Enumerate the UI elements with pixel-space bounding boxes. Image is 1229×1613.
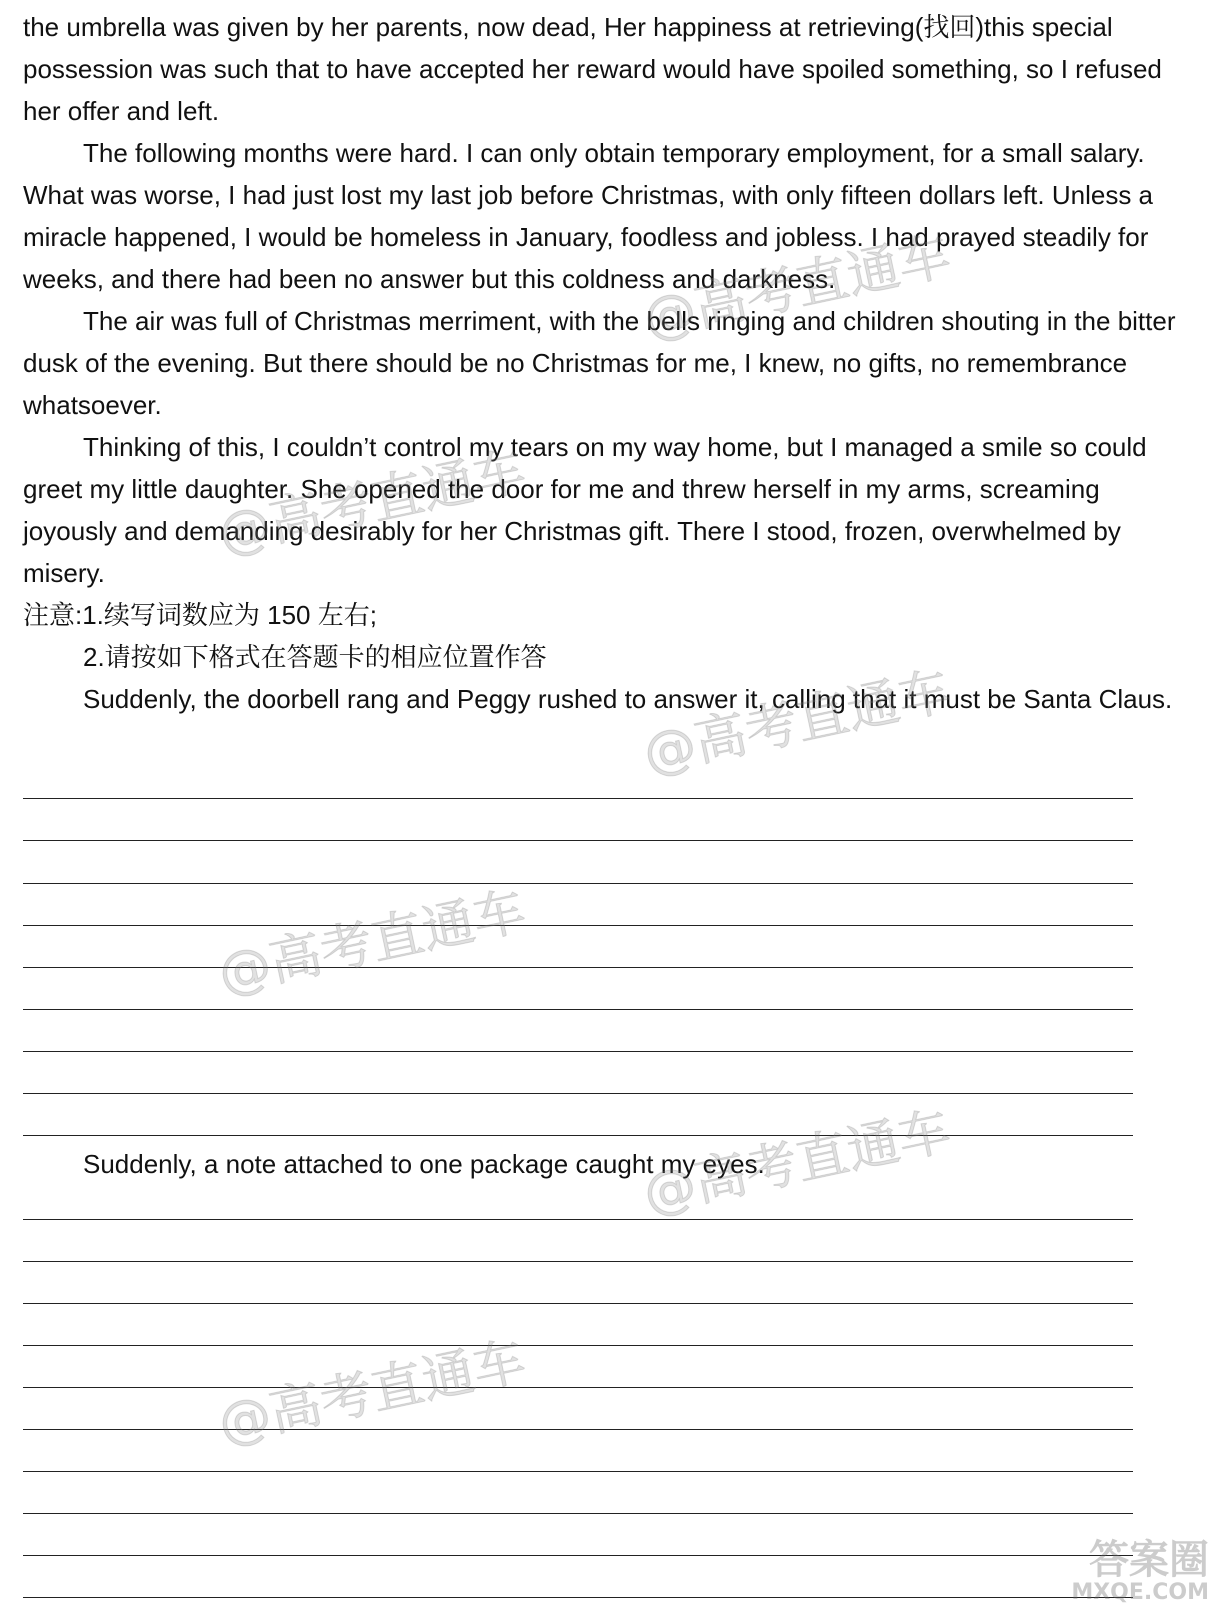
answer-line [23,1051,1133,1052]
answer-line [23,1387,1133,1388]
watermark-text: @高考直通车 [213,441,531,565]
passage-paragraph-3: The air was full of Christmas merriment, with the bells ringing and children shouting in the bitter dusk of the evening. But there should be no Christmas for me, I knew, no gifts, no remembrance whatsoever. [23,306,1176,420]
answer-line [23,1135,1133,1136]
answer-line [23,1555,1133,1556]
corner-logo [1071,1539,1209,1605]
note-word-count: 注意:1.续写词数应为 150 左右; [23,600,377,630]
corner-logo-url: MXQE.COM [1071,1580,1209,1605]
answer-line [23,1513,1133,1514]
answer-line [23,1345,1133,1346]
passage-paragraph-4: Thinking of this, I couldn’t control my tears on my way home, but I managed a smile so could greet my little daughter. She opened the door for me and threw herself in my arms, screaming joyously and demanding desirably for her Christmas gift. There I stood, frozen, overwhelmed by misery. [23,432,1147,588]
note-format: 2.请按如下格式在答题卡的相应位置作答 [83,642,547,672]
watermark-text: @高考直通车 [638,1101,956,1225]
answer-line [23,1471,1133,1472]
answer-line [23,925,1133,926]
answer-line [23,1597,1133,1598]
watermark-text: @高考直通车 [638,661,956,785]
continuation-prompt-2: Suddenly, a note attached to one package caught my eyes. [83,1149,765,1179]
watermark-text: @高考直通车 [638,226,956,350]
answer-line [23,1303,1133,1304]
watermark-text: @高考直通车 [213,1331,531,1455]
passage-paragraph-1: the umbrella was given by her parents, now dead, Her happiness at retrieving(找回)this special possession was such that to have accepted her reward would have spoiled something, so I refused her offer and left. [23,12,1162,126]
answer-line [23,1261,1133,1262]
watermark-text: @高考直通车 [213,881,531,1005]
answer-line [23,967,1133,968]
corner-logo-mark: 答案圈 [1089,1537,1209,1583]
answer-line [23,1093,1133,1094]
answer-line [23,1009,1133,1010]
passage-paragraph-2: The following months were hard. I can only obtain temporary employment, for a small salary. What was worse, I had just lost my last job before Christmas, with only fifteen dollars left. Unless a miracle happened, I would be homeless in January, foodless and jobless. I had prayed steadily for weeks, and there had been no answer but this coldness and darkness. [23,138,1154,294]
answer-line [23,840,1133,841]
answer-line [23,883,1133,884]
continuation-prompt-1: Suddenly, the doorbell rang and Peggy rushed to answer it, calling that it must be Santa Claus. [83,684,1173,714]
answer-line [23,1429,1133,1430]
answer-line [23,798,1133,799]
answer-line [23,1219,1133,1220]
passage-text [23,6,1183,720]
